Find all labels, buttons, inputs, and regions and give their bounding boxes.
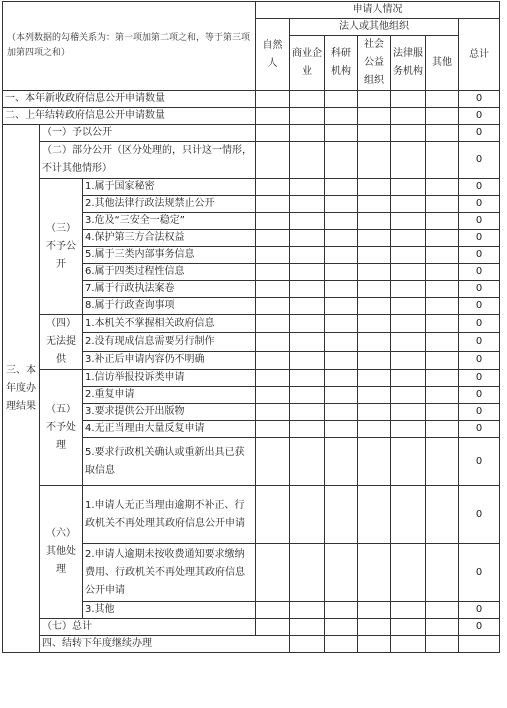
row-total: 0 [459, 91, 500, 108]
row-label: 1.申请人无正当理由逾期不补正、行政机关不再处理其政府信息公开申请 [83, 486, 256, 544]
row-g2 [3, 142, 500, 179]
row-total: 0 [459, 438, 500, 486]
row-label: 2.其他法律行政法规禁止公开 [83, 196, 256, 213]
row-total: 0 [459, 230, 500, 247]
row-total: 0 [459, 125, 500, 142]
row-total: 0 [459, 370, 500, 387]
section-results-label: 三、本年度办理结果 [3, 125, 40, 653]
row-g6-item [3, 486, 500, 544]
group-label: （六）其他处理 [40, 486, 83, 619]
row-label: 2.没有现成信息需要另行制作 [83, 333, 256, 351]
row-total: 0 [459, 179, 500, 196]
row-label: 5.要求行政机关确认或重新出具已获取信息 [83, 438, 256, 486]
row-total: 0 [459, 196, 500, 213]
row-total: 0 [459, 315, 500, 333]
header-other: 其他 [426, 36, 459, 91]
header-applicant: 申请人情况 [256, 2, 500, 19]
row-label: 2.重复申请 [83, 387, 256, 404]
row-total: 0 [459, 602, 500, 619]
row-label: 5.属于三类内部事务信息 [83, 247, 256, 264]
row-total: 0 [459, 387, 500, 404]
header-legal-entity: 法人或其他组织 [290, 19, 459, 36]
row-label: 3.危及“三安全一稳定” [83, 213, 256, 230]
row-label: 3.要求提供公开出版物 [83, 404, 256, 421]
header-note: （本列数据的勾稽关系为：第一项加第二项之和，等于第三项加第四项之和） [3, 2, 256, 91]
header-commercial: 商业企业 [290, 36, 325, 91]
row-g7-total [3, 619, 500, 636]
row-total: 0 [459, 421, 500, 438]
row-total: 0 [459, 486, 500, 544]
row-label: （一）予以公开 [40, 125, 256, 142]
row-label: 1.属于国家秘密 [83, 179, 256, 196]
header-research: 科研机构 [325, 36, 358, 91]
header-total: 总计 [459, 19, 500, 91]
row-carry-forward [3, 636, 500, 653]
row-label: 7.属于行政执法案卷 [83, 281, 256, 298]
row-total: 0 [459, 213, 500, 230]
row-label: 4.无正当理由大量反复申请 [83, 421, 256, 438]
report-table [2, 1, 500, 653]
row-new-applications [3, 91, 500, 108]
row-total: 0 [459, 108, 500, 125]
row-label: 二、上年结转政府信息公开申请数量 [3, 108, 256, 125]
row-label: 3.补正后申请内容仍不明确 [83, 351, 256, 369]
row-label: 1.信访举报投诉类申请 [83, 370, 256, 387]
report-table-wrapper [2, 1, 500, 653]
row-total: 0 [459, 247, 500, 264]
row-label: （七）总计 [40, 619, 256, 636]
row-label: 3.其他 [83, 602, 256, 619]
row-label: 四、结转下年度继续办理 [40, 636, 290, 653]
row-total: 0 [459, 544, 500, 602]
row-total: 0 [459, 281, 500, 298]
row-g3-item [3, 179, 500, 196]
row-g1 [3, 125, 500, 142]
header-legal-service: 法律服务机构 [391, 36, 426, 91]
row-label: 8.属于行政查询事项 [83, 298, 256, 315]
row-total: 0 [459, 619, 500, 636]
row-total: 0 [459, 404, 500, 421]
row-carried-over [3, 108, 500, 125]
row-label: 2.申请人逾期未按收费通知要求缴纳费用、行政机关不再处理其政府信息公开申请 [83, 544, 256, 602]
row-g4-item [3, 315, 500, 333]
row-total: 0 [459, 333, 500, 351]
row-label: （二）部分公开（区分处理的，只计这一情形，不计其他情形） [40, 142, 256, 179]
row-g5-item [3, 370, 500, 387]
row-total: 0 [459, 264, 500, 281]
header-natural-person: 自然人 [256, 19, 290, 91]
group-label: （四）无法提供 [40, 315, 83, 370]
row-total: 0 [459, 142, 500, 179]
row-label: 6.属于四类过程性信息 [83, 264, 256, 281]
row-label: 1.本机关不掌握相关政府信息 [83, 315, 256, 333]
row-total: 0 [459, 298, 500, 315]
row-total: 0 [459, 351, 500, 369]
header-social: 社会公益组织 [358, 36, 391, 91]
row-label: 4.保护第三方合法权益 [83, 230, 256, 247]
row-label: 一、本年新收政府信息公开申请数量 [3, 91, 256, 108]
header-row-1 [3, 2, 500, 19]
group-label: （五）不予处理 [40, 370, 83, 486]
group-label: （三）不予公开 [40, 179, 83, 315]
